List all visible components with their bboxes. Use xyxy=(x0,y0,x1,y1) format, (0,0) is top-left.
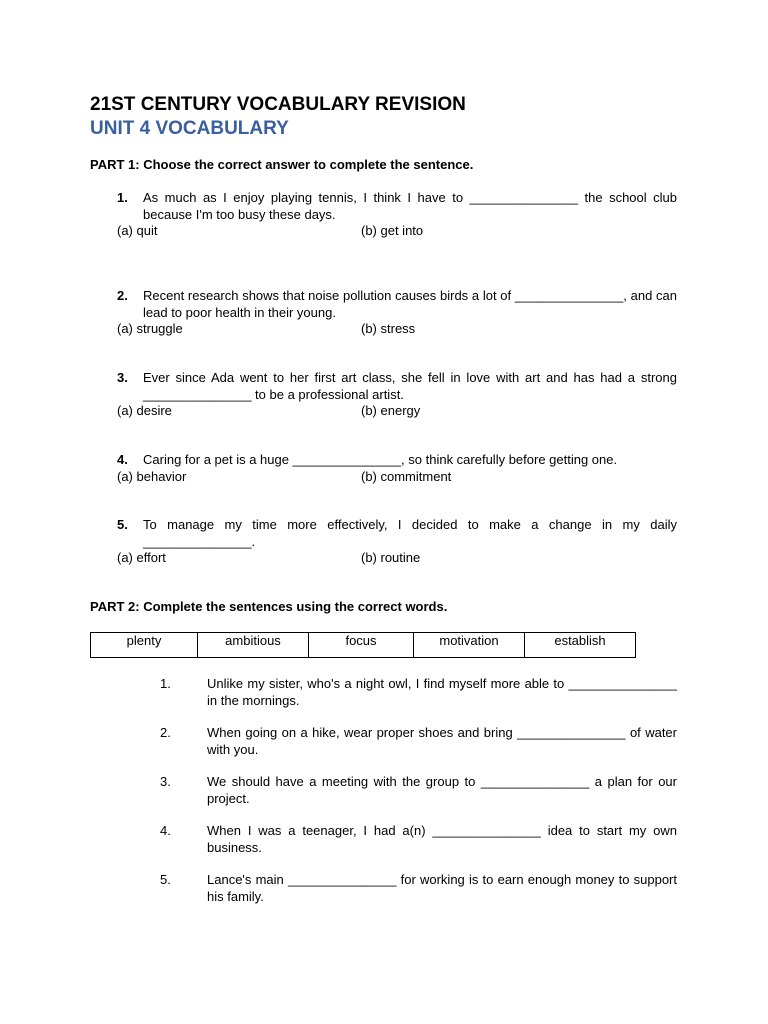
word-bank-item: ambitious xyxy=(198,633,309,658)
question-text: To manage my time more effectively, I decided to make a change in my daily _______________. xyxy=(143,517,677,549)
option-a: (a) struggle xyxy=(117,321,183,336)
question-number: 3. xyxy=(117,370,128,385)
part1-heading: PART 1: Choose the correct answer to complete the sentence. xyxy=(90,157,474,172)
question-text: As much as I enjoy playing tennis, I think I have to _______________ the school club because I'm too busy these days. xyxy=(143,190,677,222)
option-b: (b) energy xyxy=(361,403,421,418)
question-text: Unlike my sister, who's a night owl, I find myself more able to _______________ in the mornings. xyxy=(207,676,677,708)
question-number: 5. xyxy=(117,517,128,532)
question-text: Recent research shows that noise pollution causes birds a lot of _______________, and can lead to poor health in their young. xyxy=(143,288,677,320)
option-b: (b) commitment xyxy=(361,468,452,484)
question-number: 2. xyxy=(117,288,128,303)
option-b: (b) stress xyxy=(361,321,416,336)
question-number: 1. xyxy=(160,676,171,691)
part2-heading: PART 2: Complete the sentences using the correct words. xyxy=(90,599,448,614)
word-bank-item: focus xyxy=(309,633,414,658)
question-text: We should have a meeting with the group to _______________ a plan for our project. xyxy=(207,774,677,806)
question-text: When I was a teenager, I had a(n) _______________ idea to start my own business. xyxy=(207,823,677,855)
part1-question-2 xyxy=(117,288,677,338)
word-bank-item: establish xyxy=(525,633,636,658)
option-a: (a) desire xyxy=(117,403,172,418)
part1-question-1 xyxy=(117,190,677,240)
option-a: (a) effort xyxy=(117,550,166,565)
part2-question-3 xyxy=(160,774,677,807)
option-a: (a) quit xyxy=(117,223,158,238)
part2-question-1 xyxy=(160,676,677,709)
question-number: 5. xyxy=(160,872,171,887)
part2-question-5 xyxy=(160,872,677,905)
question-text: Ever since Ada went to her first art class, she fell in love with art and has had a strong _______________ to be a professional artist. xyxy=(143,370,677,402)
part2-question-4 xyxy=(160,823,677,856)
part1-question-5 xyxy=(117,517,677,567)
question-text: When going on a hike, wear proper shoes and bring _______________ of water with you. xyxy=(207,725,677,757)
option-b: (b) routine xyxy=(361,550,421,565)
option-b: (b) get into xyxy=(361,223,424,238)
question-text: Caring for a pet is a huge _______________, so think carefully before getting one. xyxy=(143,452,618,467)
part1-question-3 xyxy=(117,370,677,420)
question-number: 4. xyxy=(160,823,171,838)
word-bank xyxy=(90,632,636,658)
word-bank-item: plenty xyxy=(91,633,198,658)
question-number: 1. xyxy=(117,190,128,205)
page-title: 21ST CENTURY VOCABULARY REVISION xyxy=(90,94,466,115)
part2-question-2 xyxy=(160,725,677,758)
unit-subtitle: UNIT 4 VOCABULARY xyxy=(90,118,289,139)
question-number: 4. xyxy=(117,452,128,467)
option-a: (a) behavior xyxy=(117,468,187,484)
question-text: Lance's main _______________ for working is to earn enough money to support his family. xyxy=(207,872,677,904)
word-bank-item: motivation xyxy=(414,633,525,658)
question-number: 3. xyxy=(160,774,171,789)
question-number: 2. xyxy=(160,725,171,740)
part1-question-4 xyxy=(117,452,677,485)
